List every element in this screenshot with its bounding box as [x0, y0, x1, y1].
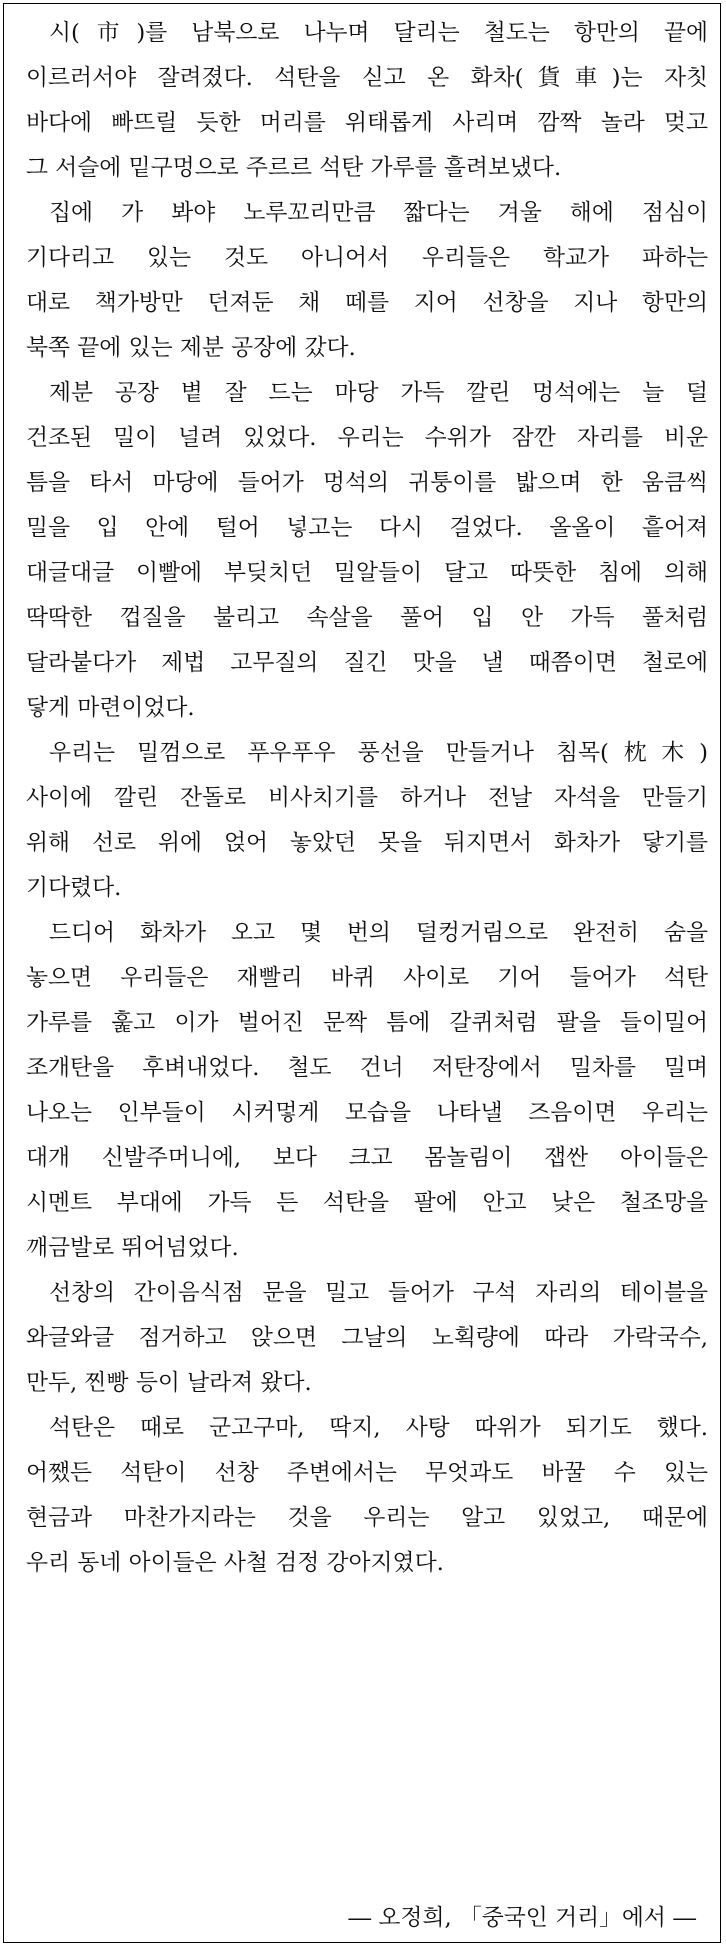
- text-line: 바다에 빠뜨릴 듯한 머리를 위태롭게 사리며 깜짝 놀라 멎고: [26, 110, 708, 136]
- text-line: 조개탄을 후벼내었다. 철도 건너 저탄장에서 밀차를 밀며: [26, 1055, 708, 1081]
- text-line: 놓으면 우리들은 재빨리 바퀴 사이로 기어 들어가 석탄: [26, 965, 708, 991]
- paragraph-5: [26, 911, 708, 1271]
- text-line: 대글대글 이빨에 부딪치던 밀알들이 달고 따뜻한 침에 의해: [26, 560, 708, 586]
- paragraph-6: [26, 1271, 708, 1406]
- text-line: 와글와글 점거하고 앉으면 그날의 노획량에 따라 가락국수,: [26, 1325, 708, 1351]
- text-line: 딱딱한 껍질을 불리고 속살을 풀어 입 안 가득 풀처럼: [26, 605, 708, 631]
- text-line: 만두, 찐빵 등이 날라져 왔다.: [26, 1370, 312, 1396]
- text-line: 밀을 입 안에 털어 넣고는 다시 걸었다. 올올이 흩어져: [26, 515, 708, 541]
- paragraph-4: [26, 731, 708, 911]
- text-line: 달라붙다가 제법 고무질의 질긴 맛을 낼 때쯤이면 철로에: [26, 650, 708, 676]
- text-line: 집에 가 봐야 노루꼬리만큼 짧다는 겨울 해에 점심이: [49, 200, 708, 226]
- text-line: 사이에 깔린 잔돌로 비사치기를 하거나 전날 자석을 만들기: [26, 785, 708, 811]
- text-line: 닿게 마련이었다.: [26, 695, 195, 721]
- text-line: 선창의 간이음식점 문을 밀고 들어가 구석 자리의 테이블을: [49, 1280, 708, 1306]
- text-line: 위해 선로 위에 얹어 놓았던 못을 뒤지면서 화차가 닿기를: [26, 830, 708, 856]
- text-line: 우리 동네 아이들은 사철 검정 강아지였다.: [26, 1550, 444, 1576]
- paragraph-3: [26, 371, 708, 731]
- text-line: 건조된 밀이 널려 있었다. 우리는 수위가 잠깐 자리를 비운: [26, 425, 708, 451]
- paragraph-2: [26, 191, 708, 371]
- text-line: 시(市)를 남북으로 나누며 달리는 철도는 항만의 끝에: [49, 20, 708, 46]
- text-line: 그 서슬에 밑구멍으로 주르르 석탄 가루를 흘려보냈다.: [26, 155, 562, 181]
- text-line: 드디어 화차가 오고 몇 번의 덜컹거림으로 완전히 숨을: [49, 920, 708, 946]
- text-line: 제분 공장 볕 잘 드는 마당 가득 깔린 멍석에는 늘 덜: [49, 380, 708, 406]
- text-line: 대로 책가방만 던져둔 채 떼를 지어 선창을 지나 항만의: [26, 290, 708, 316]
- text-line: 북쪽 끝에 있는 제분 공장에 갔다.: [26, 335, 356, 361]
- source-citation: ― 오정희, 「중국인 거리」에서 ―: [348, 1905, 696, 1931]
- paragraph-1: [26, 11, 708, 191]
- text-line: 우리는 밀껌으로 푸우푸우 풍선을 만들거나 침목(枕木): [49, 740, 708, 766]
- passage-frame: [3, 3, 721, 1943]
- text-line: 깨금발로 뛰어넘었다.: [26, 1235, 239, 1261]
- text-line: 기다리고 있는 것도 아니어서 우리들은 학교가 파하는: [26, 245, 708, 271]
- text-line: 틈을 타서 마당에 들어가 멍석의 귀퉁이를 밟으며 한 움큼씩: [26, 470, 708, 496]
- text-line: 대개 신발주머니에, 보다 크고 몸놀림이 잽싼 아이들은: [26, 1145, 708, 1171]
- text-line: 기다렸다.: [26, 875, 122, 901]
- text-line: 가루를 훑고 이가 벌어진 문짝 틈에 갈퀴처럼 팔을 들이밀어: [26, 1010, 708, 1036]
- text-line: 석탄은 때로 군고구마, 딱지, 사탕 따위가 되기도 했다.: [49, 1415, 708, 1441]
- text-line: 나오는 인부들이 시커멓게 모습을 나타낼 즈음이면 우리는: [26, 1100, 708, 1126]
- paragraph-7: [26, 1406, 708, 1586]
- passage-text: [26, 11, 708, 1586]
- text-line: 현금과 마찬가지라는 것을 우리는 알고 있었고, 때문에: [26, 1505, 708, 1531]
- text-line: 어쨌든 석탄이 선창 주변에서는 무엇과도 바꿀 수 있는: [26, 1460, 708, 1486]
- text-line: 이르러서야 잘려졌다. 석탄을 싣고 온 화차(貨車)는 자칫: [26, 65, 708, 91]
- text-line: 시멘트 부대에 가득 든 석탄을 팔에 안고 낮은 철조망을: [26, 1190, 708, 1216]
